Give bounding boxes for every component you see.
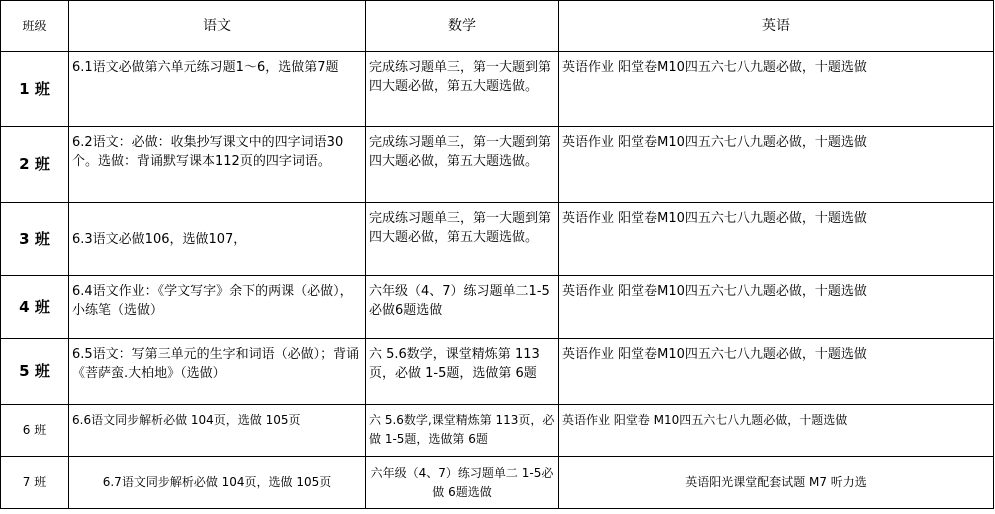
english-cell: 英语作业 阳堂卷M10四五六七八九题必做，十题选做 [559,339,994,405]
math-cell: 六年级（4、7）练习题单二1-5必做6题选做 [366,276,559,339]
english-cell: 英语作业 阳堂卷M10四五六七八九题必做，十题选做 [559,276,994,339]
english-cell: 英语阳光课堂配套试题 M7 听力选 [559,457,994,509]
class-cell: 3 班 [1,203,69,276]
chinese-cell: 6.7语文同步解析必做 104页，选做 105页 [69,457,366,509]
math-cell: 六 5.6数学,课堂精炼第 113页，必做 1-5题，选做第 6题 [366,405,559,457]
math-cell: 六 5.6数学，课堂精炼第 113页，必做 1-5题，选做第 6题 [366,339,559,405]
table-row [1,276,994,339]
header-row [1,1,994,52]
class-cell: 7 班 [1,457,69,509]
english-cell: 英语作业 阳堂卷 M10四五六七八九题必做，十题选做 [559,405,994,457]
table-row [1,127,994,203]
english-cell: 英语作业 阳堂卷M10四五六七八九题必做，十题选做 [559,127,994,203]
chinese-cell: 6.5语文：写第三单元的生字和词语（必做）；背诵《菩萨蛮.大柏地》（选做） [69,339,366,405]
table-row [1,52,994,127]
class-cell: 6 班 [1,405,69,457]
table-row [1,457,994,509]
header-chinese: 语文 [69,1,366,52]
header-english: 英语 [559,1,994,52]
chinese-cell: 6.6语文同步解析必做 104页，选做 105页 [69,405,366,457]
chinese-cell: 6.3语文必做106，选做107， [69,203,366,276]
class-cell: 5 班 [1,339,69,405]
math-cell: 完成练习题单三，第一大题到第四大题必做，第五大题选做。 [366,203,559,276]
class-cell: 1 班 [1,52,69,127]
chinese-cell: 6.1语文必做第六单元练习题1～6，选做第7题 [69,52,366,127]
table-row [1,405,994,457]
chinese-cell: 6.2语文：必做：收集抄写课文中的四字词语30个。选做：背诵默写课本112页的四字词语。 [69,127,366,203]
english-cell: 英语作业 阳堂卷M10四五六七八九题必做，十题选做 [559,52,994,127]
table-row [1,203,994,276]
class-cell: 2 班 [1,127,69,203]
header-math: 数学 [366,1,559,52]
chinese-cell: 6.4语文作业：《学文写字》余下的两课（必做），小练笔（选做） [69,276,366,339]
math-cell: 完成练习题单三，第一大题到第四大题必做，第五大题选做。 [366,52,559,127]
english-cell: 英语作业 阳堂卷M10四五六七八九题必做，十题选做 [559,203,994,276]
class-cell: 4 班 [1,276,69,339]
header-class: 班级 [1,1,69,52]
math-cell: 六年级（4、7）练习题单二 1-5必做 6题选做 [366,457,559,509]
math-cell: 完成练习题单三，第一大题到第四大题必做，第五大题选做。 [366,127,559,203]
table-row [1,339,994,405]
